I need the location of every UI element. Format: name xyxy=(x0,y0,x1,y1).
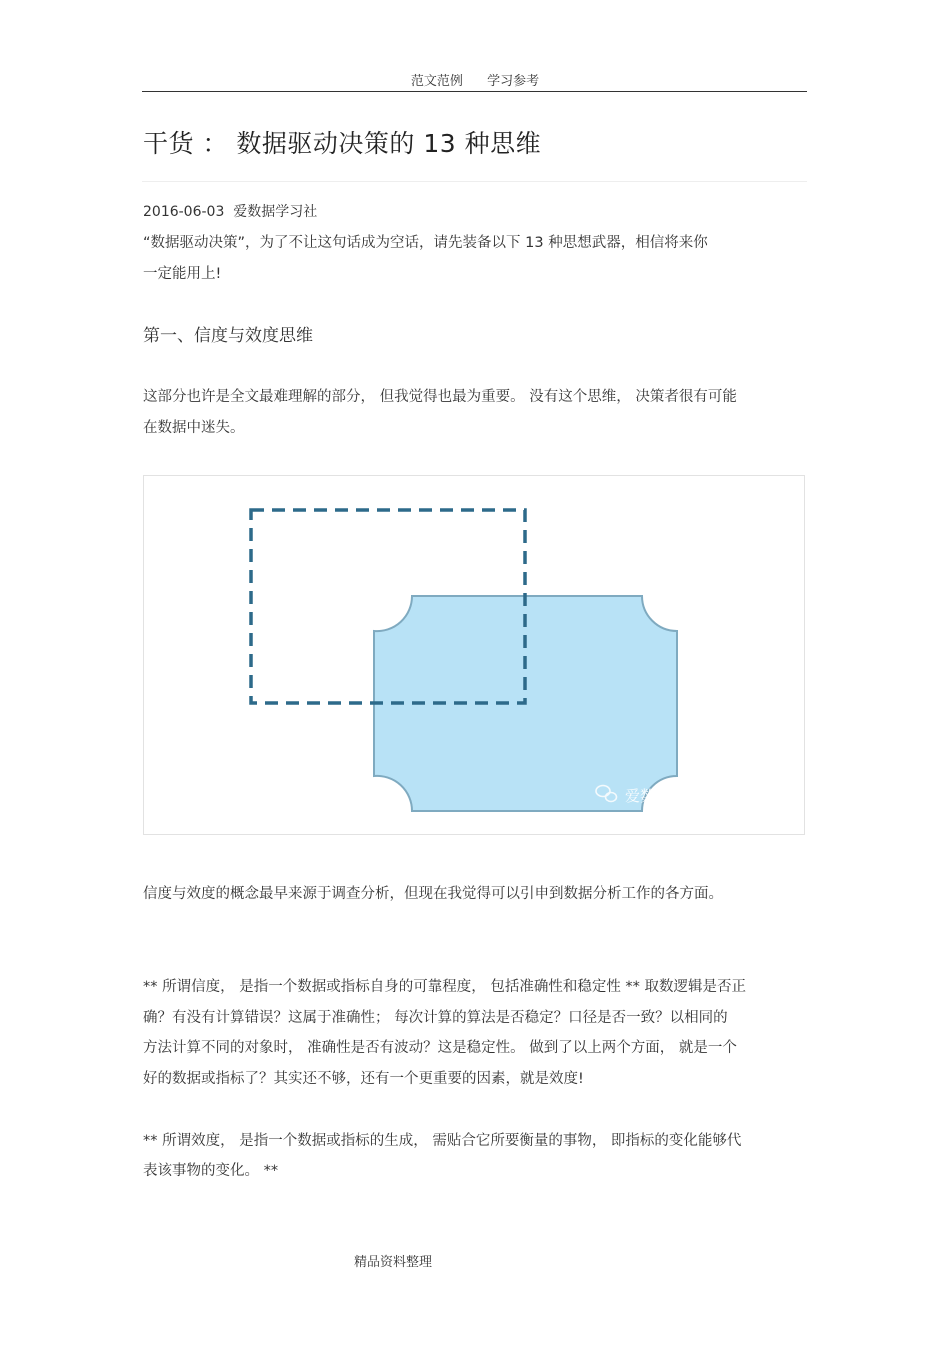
paragraph-3-line-3: 方法计算不同的对象时， 准确性是否有波动？这是稳定性。 做到了以上两个方面， 就是一个 xyxy=(143,1040,737,1056)
section-heading: 第一、信度与效度思维 xyxy=(143,326,313,346)
page-header xyxy=(0,70,950,89)
page-footer: 精品资料整理 xyxy=(354,1255,433,1270)
paragraph-4-line-2: 表该事物的变化。 ** xyxy=(143,1163,279,1179)
paragraph-3-line-2: 确？有没有计算错误？这属于准确性； 每次计算的算法是否稳定？口径是否一致？以相同的 xyxy=(143,1010,728,1026)
article-title: 干货 ： 数据驱动决策的 13 种思维 xyxy=(143,129,542,158)
paragraph-3-line-1: ** 所谓信度， 是指一个数据或指标自身的可靠程度， 包括准确性和稳定性 ** 取数逻辑是否正 xyxy=(143,979,747,995)
header-divider xyxy=(142,91,807,92)
section1-line-1: 这部分也许是全文最难理解的部分， 但我觉得也最为重要。 没有这个思维， 决策者很有可能 xyxy=(143,389,737,405)
header-right-text: 学习参考 xyxy=(487,74,540,89)
article-author: 爱数据学习社 xyxy=(233,204,318,220)
intro-line-1: “数据驱动决策”，为了不让这句话成为空话，请先装备以下 13 种思想武器，相信将来你 xyxy=(143,235,708,251)
header-left-text: 范文范例 xyxy=(410,74,463,89)
title-divider xyxy=(142,181,807,182)
section1-line-2: 在数据中迷失。 xyxy=(143,420,245,436)
paragraph-2: 信度与效度的概念最早来源于调查分析，但现在我觉得可以引申到数据分析工作的各方面。 xyxy=(143,886,723,902)
paragraph-4-line-1: ** 所谓效度， 是指一个数据或指标的生成， 需贴合它所要衡量的事物， 即指标的变化能够代 xyxy=(143,1133,742,1149)
article-meta xyxy=(143,201,317,221)
article-date: 2016-06-03 xyxy=(143,204,225,220)
paragraph-3-line-4: 好的数据或指标了？其实还不够，还有一个更重要的因素，就是效度! xyxy=(143,1071,584,1087)
intro-line-2: 一定能用上! xyxy=(143,266,222,282)
article-figure xyxy=(143,475,805,835)
figure-watermark: 爱数据 xyxy=(625,787,671,805)
reliability-validity-diagram xyxy=(144,476,804,834)
